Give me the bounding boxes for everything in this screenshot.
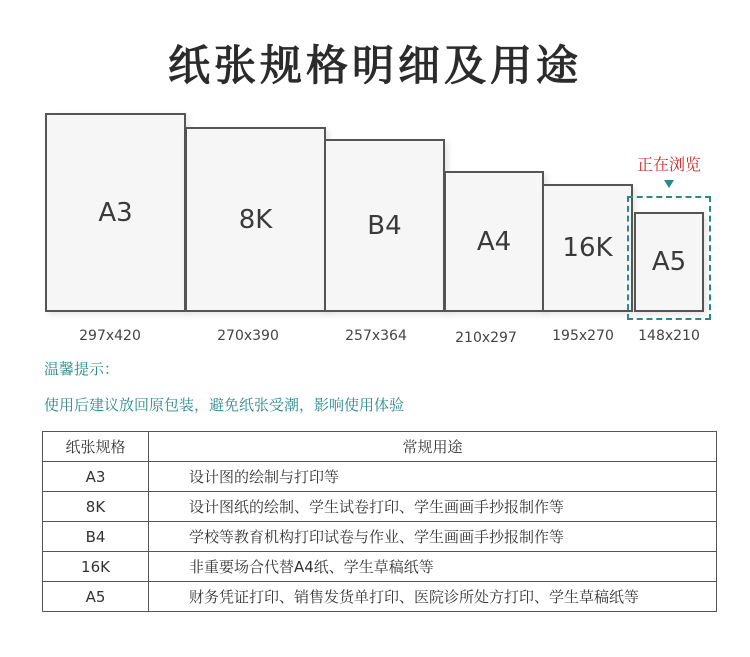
arrow-down-icon (664, 180, 674, 188)
row-use: 非重要场合代替A4纸、学生草稿纸等 (149, 552, 717, 582)
table-row (43, 552, 717, 582)
row-use: 学校等教育机构打印试卷与作业、学生画画手抄报制作等 (149, 522, 717, 552)
row-use: 设计图的绘制与打印等 (149, 462, 717, 492)
row-spec: A3 (43, 462, 149, 492)
row-spec: 8K (43, 492, 149, 522)
sheet-b4[interactable] (324, 139, 445, 312)
header-use: 常规用途 (149, 432, 717, 462)
sheet-label: 8K (238, 204, 273, 235)
table-row (43, 462, 717, 492)
size-8k: 270x390 (217, 328, 279, 344)
sheet-label: A4 (476, 226, 512, 257)
page-title: 纸张规格明细及用途 (167, 41, 582, 90)
table-header-row (43, 432, 717, 462)
browsing-tag: 正在浏览 (636, 155, 701, 174)
usage-table (42, 431, 717, 612)
row-spec: B4 (43, 522, 149, 552)
row-use: 设计图纸的绘制、学生试卷打印、学生画画手抄报制作等 (149, 492, 717, 522)
size-16k: 195x270 (552, 328, 614, 344)
sheet-a5[interactable] (634, 212, 704, 312)
table-row (43, 492, 717, 522)
size-b4: 257x364 (345, 328, 407, 344)
sheet-16k[interactable] (542, 184, 633, 312)
row-spec: 16K (43, 552, 149, 582)
sheet-label: A5 (651, 247, 687, 277)
sheet-label: B4 (367, 210, 402, 241)
tips-text: 使用后建议放回原包装，避免纸张受潮，影响使用体验 (44, 396, 405, 414)
sheet-8k[interactable] (185, 127, 326, 312)
table-row (43, 522, 717, 552)
row-spec: A5 (43, 582, 149, 612)
tips-title: 温馨提示： (44, 360, 120, 378)
row-use: 财务凭证打印、销售发货单打印、医院诊所处方打印、学生草稿纸等 (149, 582, 717, 612)
sheet-label: A3 (98, 197, 133, 228)
sheet-label: 16K (562, 233, 613, 263)
sheet-a4[interactable] (444, 171, 544, 312)
sheet-a3[interactable] (45, 113, 186, 312)
header-spec: 纸张规格 (43, 432, 149, 462)
table-row (43, 582, 717, 612)
size-a3: 297x420 (79, 328, 141, 344)
size-a4: 210x297 (455, 330, 517, 346)
size-a5: 148x210 (638, 328, 700, 344)
